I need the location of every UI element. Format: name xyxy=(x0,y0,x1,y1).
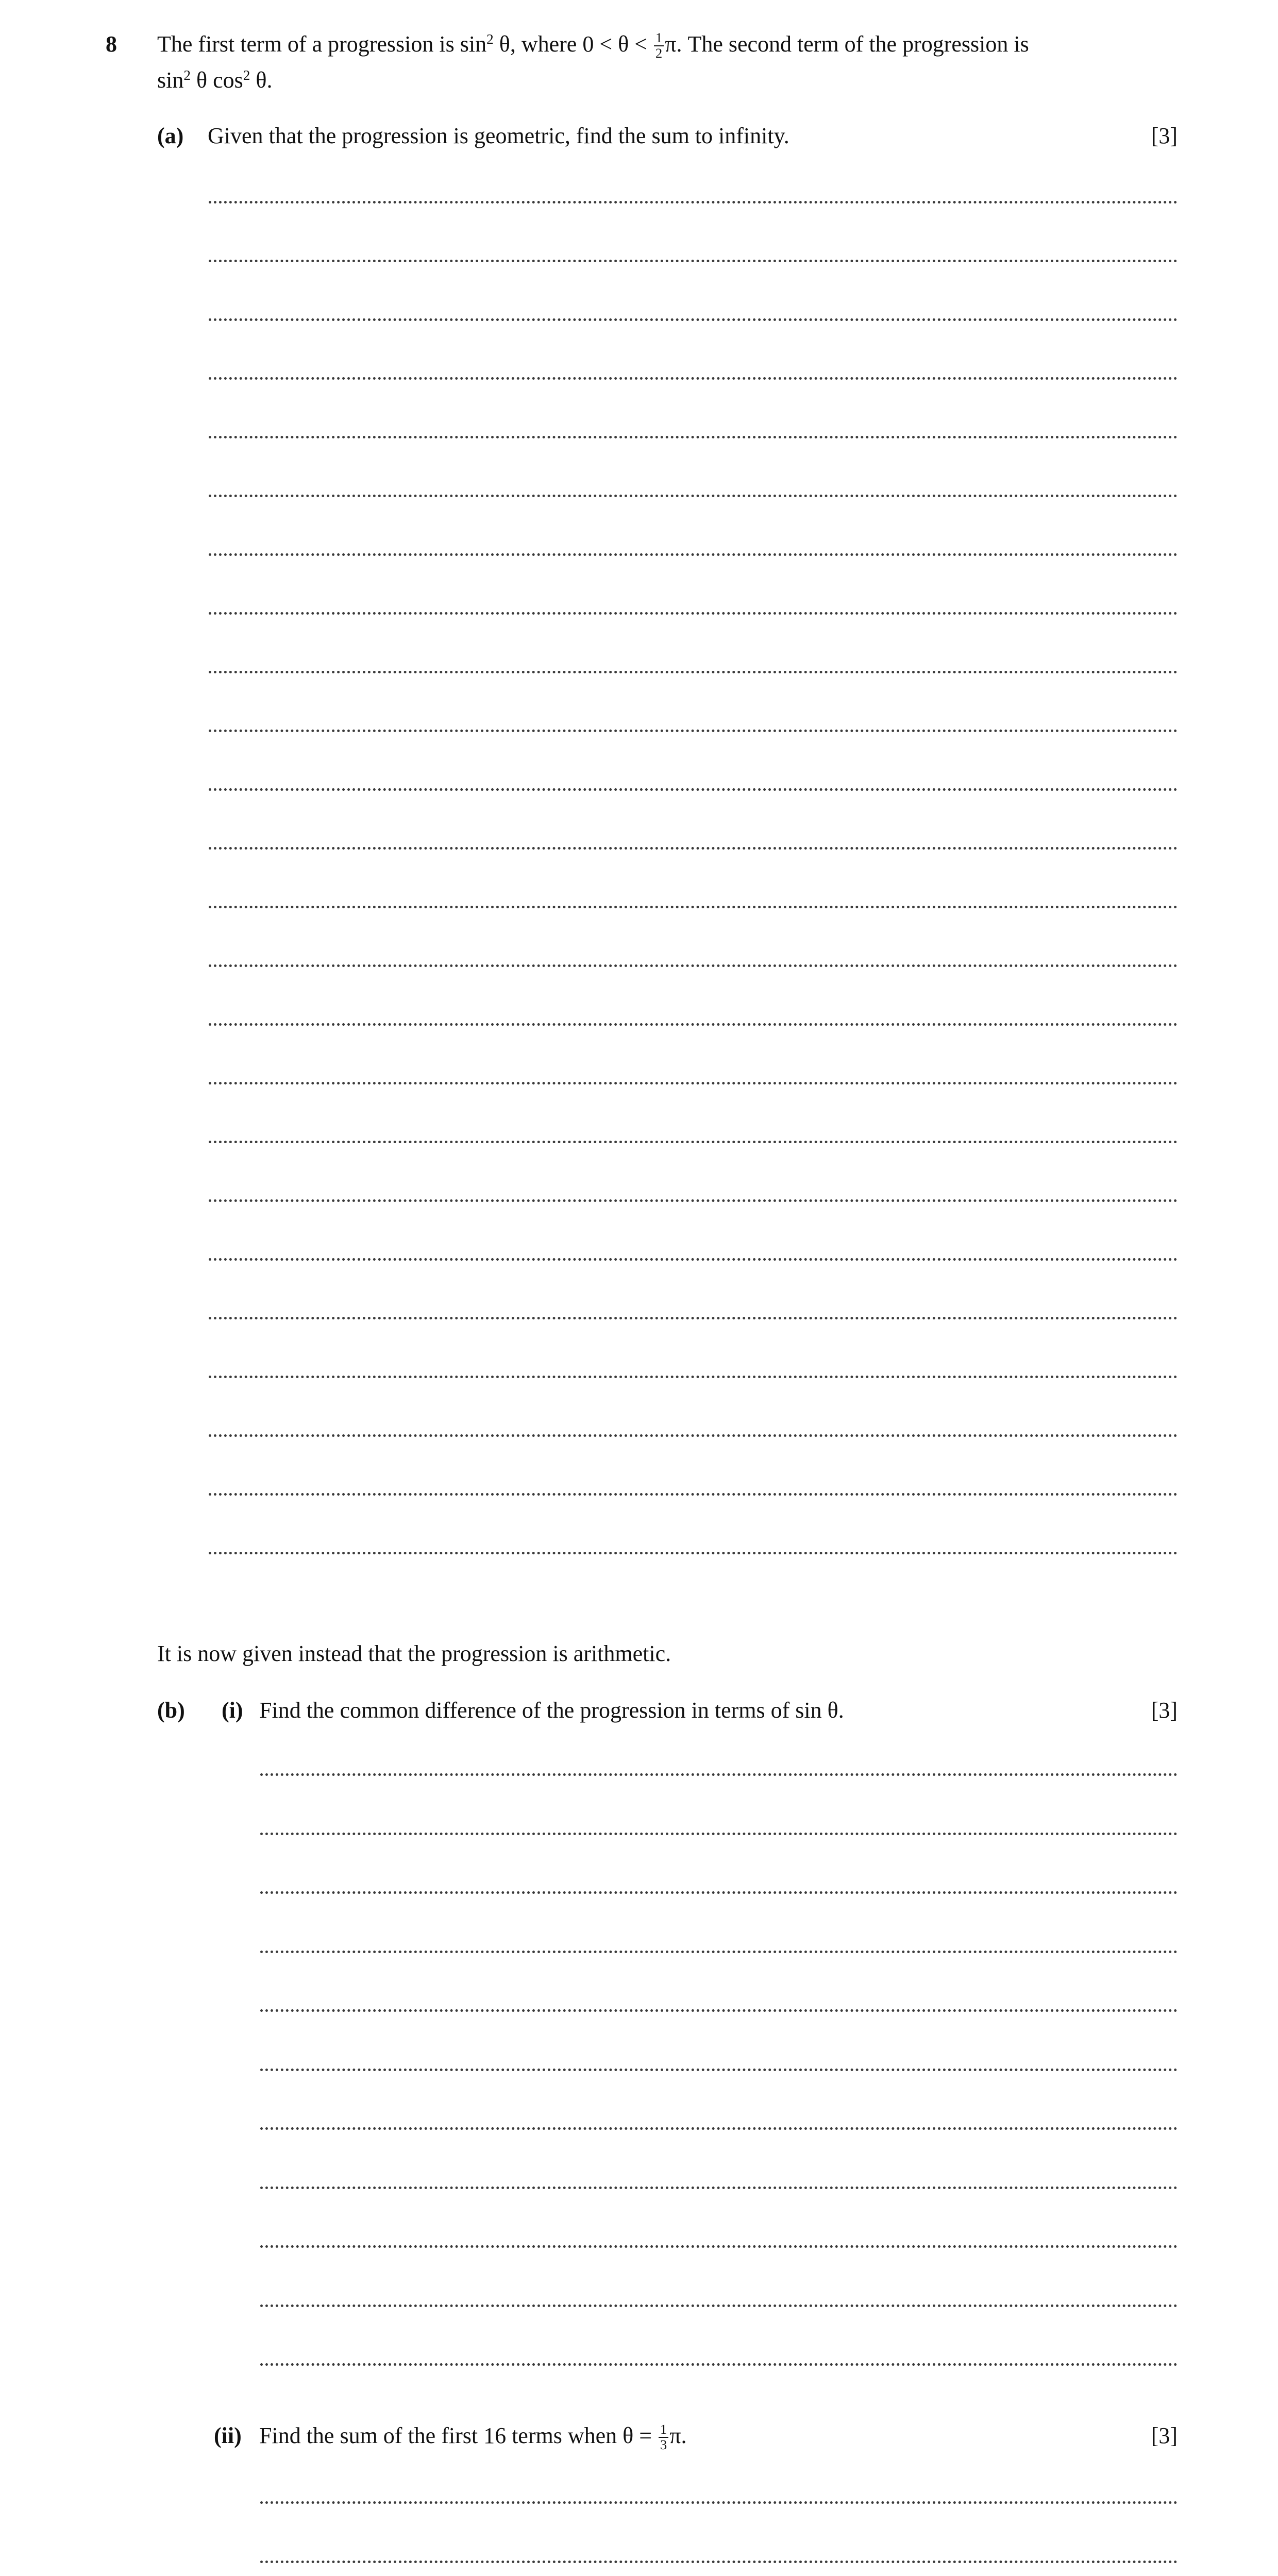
stem-fraction-denominator: 2 xyxy=(655,45,663,61)
part-b-i-marks: [3] xyxy=(1151,1698,1178,1723)
part-b-i-text: Find the common difference of the progression in terms of sin θ. xyxy=(259,1698,844,1723)
answer-line[interactable] xyxy=(209,671,1178,673)
answer-line[interactable] xyxy=(260,2561,1178,2563)
stem-fraction-half xyxy=(654,31,664,60)
answer-line[interactable] xyxy=(209,260,1178,262)
stem-exponent-2: 2 xyxy=(183,67,191,83)
part-a-answer-area[interactable] xyxy=(209,201,1178,1557)
answer-line[interactable] xyxy=(209,436,1178,438)
stem-text-4: sin xyxy=(157,67,184,93)
answer-line[interactable] xyxy=(260,1833,1178,1835)
part-b-label: (b) xyxy=(157,1698,185,1723)
stem-fraction-numerator: 1 xyxy=(654,31,664,46)
part-b-i-answer-area[interactable] xyxy=(260,1773,1178,2368)
stem-text-6: θ. xyxy=(250,67,273,93)
answer-line[interactable] xyxy=(209,1317,1178,1319)
answer-line[interactable] xyxy=(209,730,1178,732)
part-b-i-label: (i) xyxy=(222,1698,243,1723)
stem-exponent-3: 2 xyxy=(243,67,250,83)
stem-exponent-1: 2 xyxy=(486,31,494,47)
answer-line[interactable] xyxy=(209,201,1178,204)
answer-line[interactable] xyxy=(209,1434,1178,1437)
answer-line[interactable] xyxy=(209,1376,1178,1378)
stem-text-3: π. The second term of the progression is xyxy=(665,31,1029,57)
answer-line[interactable] xyxy=(209,1258,1178,1261)
question-stem-line-2 xyxy=(157,66,272,95)
answer-line[interactable] xyxy=(209,1493,1178,1496)
stem-text-1: The first term of a progression is sin xyxy=(157,31,487,57)
answer-line[interactable] xyxy=(209,495,1178,497)
answer-line[interactable] xyxy=(260,1891,1178,1894)
answer-line[interactable] xyxy=(209,1199,1178,1202)
part-b-ii-label: (ii) xyxy=(214,2423,242,2448)
answer-line[interactable] xyxy=(209,847,1178,850)
answer-line[interactable] xyxy=(209,906,1178,908)
part-b-ii-answer-area[interactable] xyxy=(260,2501,1178,2576)
answer-line[interactable] xyxy=(260,2501,1178,2504)
part-b-ii-text xyxy=(259,2421,686,2452)
answer-line[interactable] xyxy=(260,2187,1178,2189)
part-b-ii-fraction-third xyxy=(659,2422,668,2452)
part-a-label: (a) xyxy=(157,123,184,148)
answer-line[interactable] xyxy=(260,2127,1178,2130)
answer-line[interactable] xyxy=(209,553,1178,556)
answer-line[interactable] xyxy=(209,1082,1178,1084)
answer-line[interactable] xyxy=(209,612,1178,615)
answer-line[interactable] xyxy=(260,2304,1178,2307)
answer-line[interactable] xyxy=(209,318,1178,321)
question-stem-line-1 xyxy=(157,30,1178,61)
answer-line[interactable] xyxy=(209,788,1178,791)
answer-line[interactable] xyxy=(260,2363,1178,2366)
stem-text-2: θ, where 0 < θ < xyxy=(493,31,653,57)
answer-line[interactable] xyxy=(260,2009,1178,2012)
part-b-ii-marks: [3] xyxy=(1151,2423,1178,2448)
part-a-marks: [3] xyxy=(1151,123,1178,148)
part-b-ii-fraction-denominator: 3 xyxy=(660,2436,667,2452)
answer-line[interactable] xyxy=(260,1773,1178,1776)
answer-line[interactable] xyxy=(209,377,1178,380)
answer-line[interactable] xyxy=(209,1141,1178,1143)
part-b-ii-fraction-numerator: 1 xyxy=(659,2422,668,2438)
answer-line[interactable] xyxy=(209,1552,1178,1554)
part-b-ii-text-after: π. xyxy=(669,2423,687,2448)
part-a-text: Given that the progression is geometric, find the sum to infinity. xyxy=(208,123,789,148)
answer-line[interactable] xyxy=(260,2245,1178,2248)
answer-line[interactable] xyxy=(209,964,1178,967)
part-b-ii-text-before: Find the sum of the first 16 terms when θ = xyxy=(259,2423,658,2448)
question-number: 8 xyxy=(106,31,117,57)
stem-text-5: θ cos xyxy=(191,67,243,93)
answer-line[interactable] xyxy=(260,2069,1178,2071)
transition-text: It is now given instead that the progression is arithmetic. xyxy=(157,1641,671,1666)
answer-line[interactable] xyxy=(260,1951,1178,1953)
answer-line[interactable] xyxy=(209,1023,1178,1026)
